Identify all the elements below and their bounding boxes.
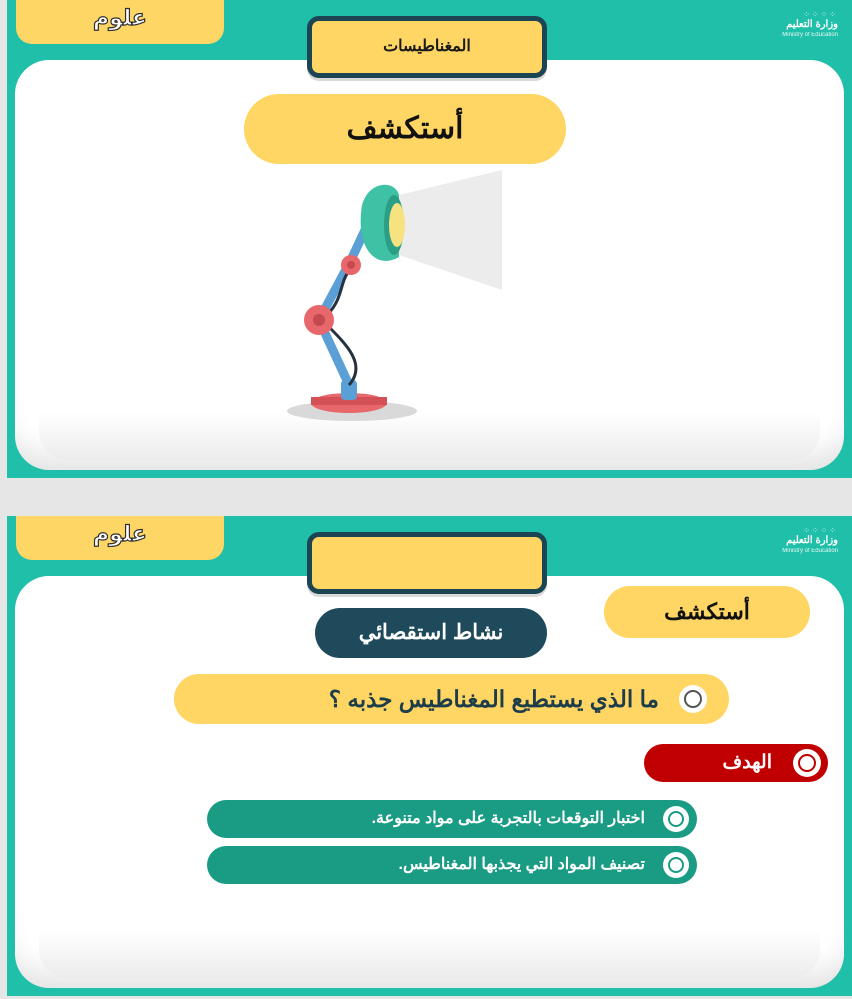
desk-lamp-icon — [277, 165, 507, 425]
target-icon — [663, 806, 689, 832]
objective-item — [207, 800, 697, 838]
ministry-logo-dots: ⁘⁘⁘⁘ — [803, 526, 838, 535]
lesson-title-tab — [307, 532, 547, 594]
objective-text: تصنيف المواد التي يجذبها المغناطيس. — [398, 856, 645, 873]
ministry-name-arabic: وزارة التعليم — [786, 19, 838, 30]
ministry-logo — [762, 526, 838, 566]
ministry-name-arabic: وزارة التعليم — [786, 535, 838, 546]
explore-heading: أستكشف — [244, 94, 566, 164]
ministry-logo-dots: ⁘⁘⁘⁘ — [803, 10, 838, 19]
objective-text: اختبار التوقعات بالتجربة على مواد متنوعة. — [371, 810, 645, 827]
explore-heading: أستكشف — [604, 586, 810, 638]
slide-inquiry-activity — [7, 516, 852, 996]
subject-tab: علوم — [16, 516, 224, 560]
target-icon — [793, 749, 821, 777]
question-banner — [174, 674, 729, 724]
objective-item — [207, 846, 697, 884]
goal-label: الهدف — [722, 752, 772, 773]
question-text: ما الذي يستطيع المغناطيس جذبه ؟ — [328, 686, 659, 712]
target-icon — [679, 685, 707, 713]
activity-label: نشاط استقصائي — [315, 608, 547, 658]
slide-magnets-intro — [7, 0, 852, 478]
lesson-title-tab: المغناطيسات — [307, 16, 547, 78]
ministry-name-english: Ministry of Education — [782, 32, 838, 38]
ministry-logo — [762, 10, 838, 50]
target-icon — [663, 852, 689, 878]
ministry-name-english: Ministry of Education — [782, 548, 838, 554]
card-bottom-shade — [39, 930, 820, 978]
subject-tab: علوم — [16, 0, 224, 44]
goal-badge — [644, 744, 828, 782]
